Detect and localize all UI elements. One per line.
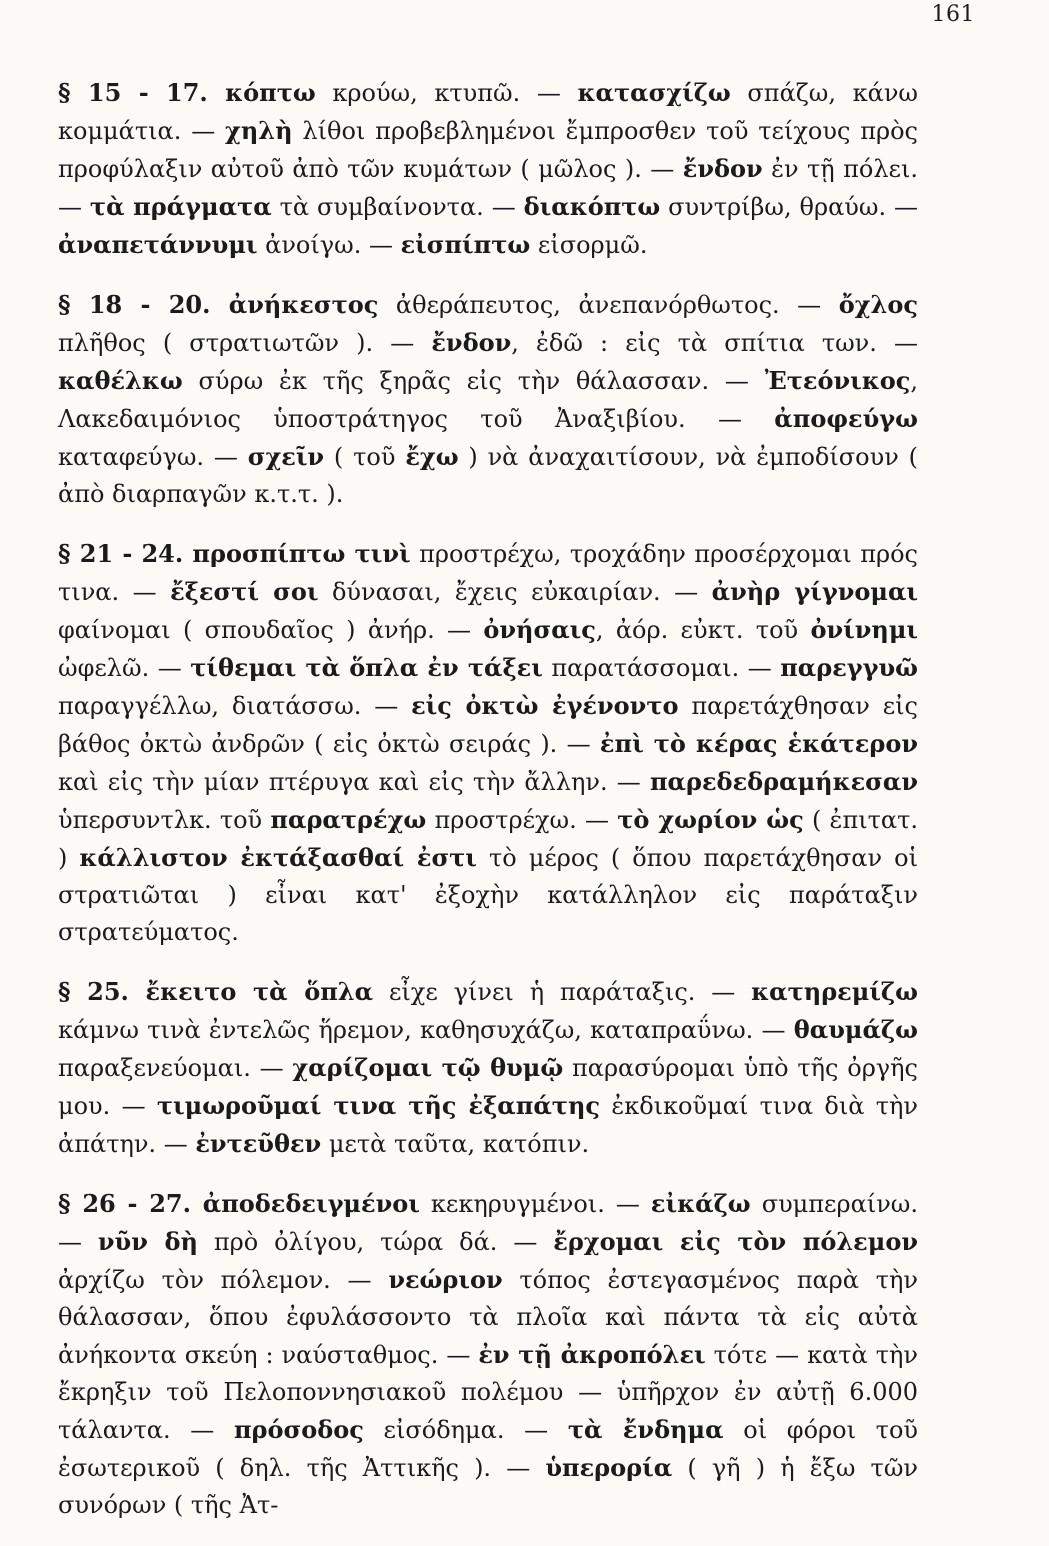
- gloss-text: , ἐδῶ : εἰς τὰ σπίτια των. —: [511, 329, 919, 357]
- gloss-text: κρούω, κτυπῶ. —: [315, 79, 578, 107]
- gloss-text: ( ἐπιτατ. ): [58, 806, 919, 872]
- headword: ἔξεστί σοι: [170, 577, 319, 606]
- gloss-text: προστρέχω, τροχάδην προσέρχομαι πρός τινα. —: [58, 540, 918, 606]
- headword: καθέλκω: [58, 366, 183, 395]
- headword: παρατρέχω: [270, 805, 427, 834]
- gloss-text: ἐκδικοῦμαί τινα διὰ τὴν ἀπάτην. —: [58, 1092, 918, 1158]
- gloss-text: , ἀόρ. εὐκτ. τοῦ: [595, 616, 811, 644]
- headword: θαυμάζω: [793, 1015, 918, 1044]
- headword: εἰσπίπτω: [400, 230, 531, 259]
- headword: χηλὴ: [225, 116, 293, 145]
- gloss-text: εἰσόδημα. —: [363, 1416, 568, 1444]
- headword: ἀνὴρ γίγνομαι: [711, 577, 919, 606]
- headword: ἐντεῦθεν: [195, 1129, 322, 1158]
- headword: παρεγγυῶ: [780, 653, 918, 682]
- gloss-text: παρατάσσομαι. —: [542, 654, 781, 682]
- gloss-text: μετὰ ταῦτα, κατόπιν.: [321, 1130, 590, 1158]
- paragraph-15-17: [58, 74, 918, 264]
- headword: ἀποφεύγω: [774, 404, 918, 433]
- headword: § 25.: [58, 977, 146, 1006]
- gloss-text: ὑπερσυντλκ. τοῦ: [58, 806, 271, 834]
- headword: ἔχω: [405, 442, 459, 471]
- headword: διακόπτω: [523, 192, 661, 221]
- paragraph-26-27: [58, 1185, 918, 1524]
- gloss-text: ἐν τῇ πόλει. —: [58, 155, 918, 221]
- headword: πρόσοδος: [233, 1415, 364, 1444]
- headword: κατασχίζω: [577, 78, 731, 107]
- gloss-text: σύρω ἐκ τῆς ξηρᾶς εἰς τὴν θάλασσαν. —: [182, 367, 765, 395]
- gloss-text: συντρίβω, θραύω. —: [660, 193, 918, 221]
- headword: χαρίζομαι τῷ θυμῷ: [292, 1053, 564, 1082]
- gloss-text: τὸ μέρος ( ὅπου παρετάχθησαν οἱ στρατιῶται ) εἶναι κατ' ἐξοχὴν κατάλληλον εἰς παράταξιν στρατεύματος.: [58, 844, 919, 946]
- headword: ἐν τῇ ἀκροπόλει: [478, 1340, 706, 1369]
- gloss-text: τὰ συμβαίνοντα. —: [271, 193, 524, 221]
- paragraph-18-20: [58, 286, 918, 513]
- headword: § 21 - 24.: [58, 539, 193, 568]
- headword: § 18 - 20.: [58, 290, 229, 319]
- headword: εἰς ὀκτὼ ἐγένοντο: [411, 691, 679, 720]
- gloss-text: , Λακεδαιμόνιος ὑποστράτηγος τοῦ Ἀναξιβίου. —: [58, 367, 918, 433]
- headword: τὰ πράγματα: [89, 192, 272, 221]
- headword: ὑπερορία: [545, 1453, 673, 1482]
- gloss-text: ) νὰ ἀναχαιτίσουν, νὰ ἐμποδίσουν ( ἀπὸ διαρπαγῶν κ.τ.τ. ).: [58, 443, 918, 508]
- headword: ἐπὶ τὸ κέρας ἑκάτερον: [599, 729, 918, 758]
- headword: τιμωροῦμαί τινα τῆς ἐξαπάτης: [156, 1091, 601, 1120]
- gloss-text: δύνασαι, ἔχεις εὐκαιρίαν. —: [318, 578, 712, 606]
- gloss-text: ἀρχίζω τὸν πόλεμον. —: [58, 1266, 389, 1294]
- headword: ἔνδον: [431, 328, 512, 357]
- gloss-text: παρασύρομαι ὑπὸ τῆς ὀργῆς μου. —: [58, 1054, 918, 1120]
- gloss-text: ( γῆ ) ἡ ἔξω τῶν συνόρων ( τῆς Ἀτ-: [58, 1454, 918, 1519]
- headword: § 26 - 27.: [58, 1189, 203, 1218]
- paragraph-21-24: [58, 535, 918, 951]
- headword: τίθεμαι τὰ ὅπλα ἐν τάξει: [190, 653, 543, 682]
- gloss-text: ἀνοίγω. —: [257, 231, 401, 259]
- gloss-text: τότε — κατὰ τὴν ἔκρηξιν τοῦ Πελοποννησιακοῦ πολέμου — ὑπῆρχον ἐν αὐτῇ 6.000 τάλαντα. —: [58, 1341, 918, 1444]
- headword: ὀνήσαις: [483, 615, 596, 644]
- paragraph-25: [58, 973, 918, 1163]
- gloss-text: εἰσορμῶ.: [530, 231, 648, 259]
- gloss-text: ἀθεράπευτος, ἀνεπανόρθωτος. —: [378, 291, 839, 319]
- gloss-text: κάμνω τινὰ ἐντελῶς ἥρεμον, καθησυχάζω, καταπραΰνω. —: [58, 1016, 794, 1044]
- headword: κόπτω: [225, 78, 316, 107]
- headword: κατηρεμίζω: [751, 977, 918, 1006]
- gloss-text: πλῆθος ( στρατιωτῶν ). —: [58, 329, 432, 357]
- gloss-text: οἱ φόροι τοῦ ἐσωτερικοῦ ( δηλ. τῆς Ἀττικῆς ). —: [58, 1416, 918, 1482]
- gloss-text: ( τοῦ: [324, 443, 406, 471]
- gloss-text: καταφεύγω. —: [58, 443, 248, 471]
- page-body: [58, 74, 918, 1546]
- headword: ὀνίνημι: [810, 615, 918, 644]
- headword: σχεῖν: [247, 442, 325, 471]
- headword: ἔρχομαι εἰς τὸν πόλεμον: [553, 1227, 918, 1256]
- headword: ἀναπετάννυμι: [58, 230, 258, 259]
- headword: νεώριον: [388, 1265, 503, 1294]
- gloss-text: λίθοι προβεβλημένοι ἔμπροσθεν τοῦ τείχους πρὸς προφύλαξιν αὐτοῦ ἀπὸ τῶν κυμάτων ( μῶλος ). —: [58, 117, 918, 183]
- gloss-text: καὶ εἰς τὴν μίαν πτέρυγα καὶ εἰς τὴν ἄλλην. —: [58, 768, 650, 796]
- gloss-text: παρετάχθησαν εἰς βάθος ὀκτὼ ἀνδρῶν ( εἰς ὀκτὼ σειράς ). —: [58, 692, 918, 758]
- headword: § 15 - 17.: [58, 78, 226, 107]
- gloss-text: προστρέχω. —: [426, 806, 618, 834]
- headword: κάλλιστον ἐκτάξασθαί ἐστι: [79, 843, 477, 872]
- headword: παρεδεδραμήκεσαν: [649, 767, 918, 796]
- headword: ἔνδον: [682, 154, 763, 183]
- gloss-text: συμπεραίνω. —: [58, 1190, 918, 1256]
- headword: τὸ χωρίον ὡς: [617, 805, 804, 834]
- gloss-text: κεκηρυγμένοι. —: [419, 1190, 651, 1218]
- headword: ἀνήκεστος: [228, 290, 379, 319]
- gloss-text: πρὸ ὀλίγου, τώρα δά. —: [197, 1228, 554, 1256]
- gloss-text: σπάζω, κάνω κομμάτια. —: [58, 79, 919, 145]
- headword: ὄχλος: [838, 290, 918, 319]
- headword: εἰκάζω: [650, 1189, 751, 1218]
- gloss-text: φαίνομαι ( σπουδαῖος ) ἀνήρ. —: [58, 616, 484, 644]
- gloss-text: εἶχε γίνει ἡ παράταξις. —: [373, 978, 752, 1006]
- page-number: 161: [931, 2, 975, 27]
- gloss-text: παραγγέλλω, διατάσσω. —: [58, 692, 412, 720]
- headword: ἀποδεδειγμένοι: [202, 1189, 420, 1218]
- headword: τὰ ἔνδημα: [567, 1415, 724, 1444]
- gloss-text: τόπος ἐστεγασμένος παρὰ τὴν θάλασσαν, ὅπου ἐφυλάσσοντο τὰ πλοῖα καὶ πάντα τὰ εἰς αὐτὰ ἀνήκοντα σκεύη : ναύσταθμος. —: [58, 1266, 918, 1369]
- headword: προσπίπτω τινὶ: [192, 539, 411, 568]
- headword: νῦν δὴ: [97, 1227, 198, 1256]
- headword: ἔκειτο τὰ ὅπλα: [145, 977, 374, 1006]
- headword: Ἐτεόνικος: [764, 366, 911, 395]
- gloss-text: παραξενεύομαι. —: [58, 1054, 293, 1082]
- gloss-text: ὠφελῶ. —: [58, 654, 191, 682]
